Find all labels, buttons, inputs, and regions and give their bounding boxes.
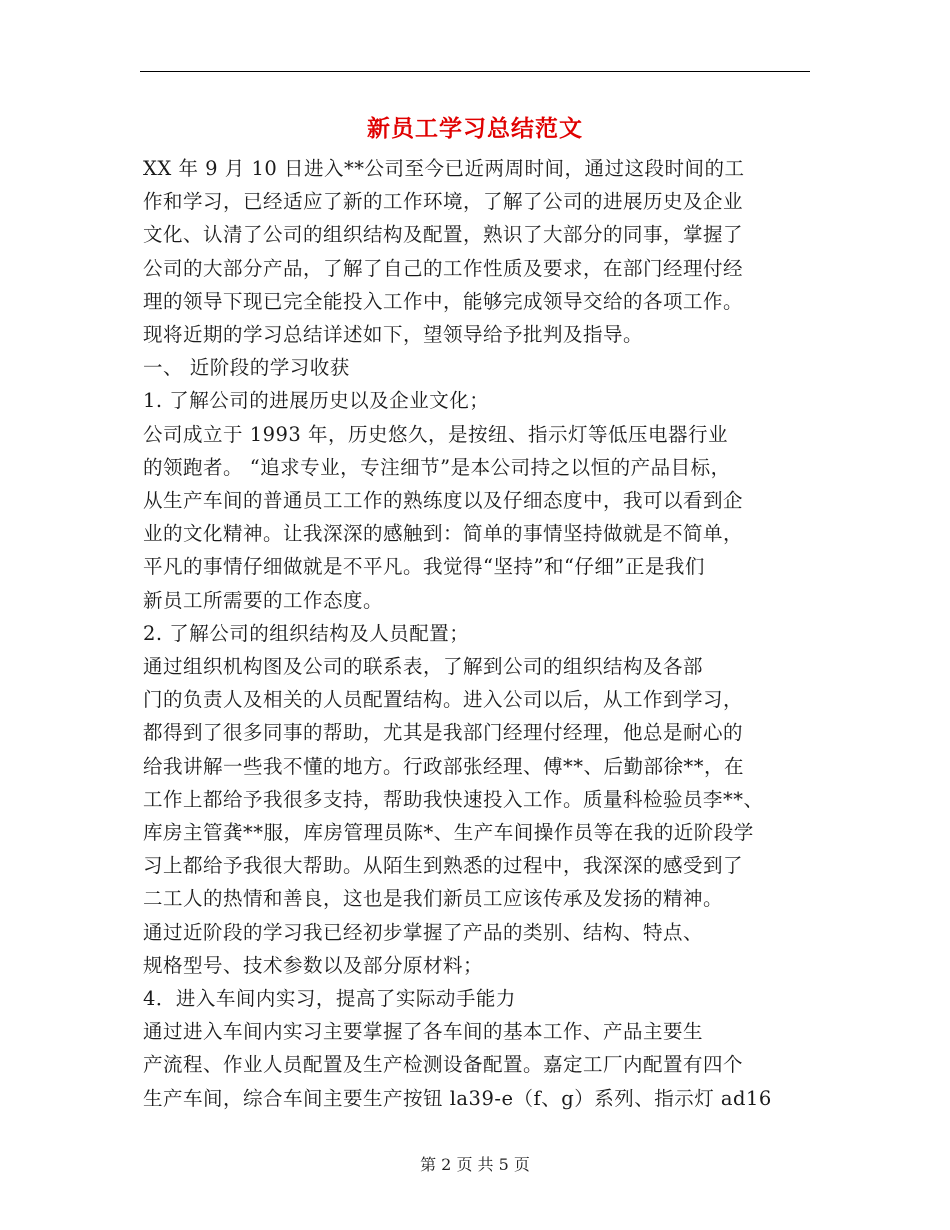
body-line: 习上都给予我很大帮助。从陌生到熟悉的过程中，我深深的感受到了 [143, 854, 744, 878]
body-line: 工作上都给予我很多支持，帮助我快速投入工作。质量科检验员李**、 [143, 787, 764, 811]
header-rule [140, 71, 810, 72]
body-line: 通过进入车间内实习主要掌握了各车间的基本工作、产品主要生 [143, 1020, 704, 1044]
body-line: 公司成立于 1993 年，历史悠久，是按纽、指示灯等低压电器行业 [143, 422, 729, 446]
document-title: 新员工学习总结范文 [367, 115, 583, 142]
page-footer: 第 2 页 共 5 页 [420, 1155, 530, 1174]
body-line: 作和学习，已经适应了新的工作环境，了解了公司的进展历史及企业 [143, 190, 744, 214]
body-line: XX 年 9 月 10 日进入**公司至今已近两周时间，通过这段时间的工 [143, 157, 745, 180]
body-line: 通过近阶段的学习我已经初步掌握了产品的类别、结构、特点、 [143, 920, 704, 944]
body-line: 都得到了很多同事的帮助，尤其是我部门经理付经理，他总是耐心的 [143, 721, 744, 745]
body-line: 文化、认清了公司的组织结构及配置，熟识了大部分的同事，掌握了 [143, 223, 744, 247]
body-line: 通过组织机构图及公司的联系表，了解到公司的组织结构及各部 [143, 655, 704, 678]
body-line: 给我讲解一些我不懂的地方。行政部张经理、傅**、后勤部徐**，在 [143, 754, 745, 778]
body-line: 新员工所需要的工作态度。 [143, 588, 384, 612]
body-line: 1. 了解公司的进展历史以及企业文化； [143, 389, 490, 413]
body-line: 平凡的事情仔细做就是不平凡。我觉得“坚持”和“仔细”正是我们 [143, 555, 705, 579]
body-line: 理的领导下现已完全能投入工作中，能够完成领导交给的各项工作。 [143, 289, 744, 313]
body-line: 规格型号、技术参数以及部分原材料； [143, 953, 484, 977]
body-line: 门的负责人及相关的人员配置结构。进入公司以后，从工作到学习， [143, 688, 744, 712]
body-line: 公司的大部分产品，了解了自己的工作性质及要求，在部门经理付经 [143, 256, 744, 280]
body-line: 2. 了解公司的组织结构及人员配置； [143, 621, 470, 645]
body-line: 生产车间，综合车间主要生产按钮 la39-e（f、g）系列、指示灯 ad16 [143, 1086, 772, 1110]
body-line: 的领跑者。 “追求专业，专注细节”是本公司持之以恒的产品目标， [143, 455, 731, 479]
body-line: 产流程、作业人员配置及生产检测设备配置。嘉定工厂内配置有四个 [143, 1053, 744, 1077]
body-line: 4．进入车间内实习，提高了实际动手能力 [143, 987, 516, 1010]
body-line: 二工人的热情和善良，这也是我们新员工应该传承及发扬的精神。 [143, 887, 724, 911]
body-line: 业的文化精神。让我深深的感触到：简单的事情坚持做就是不简单， [143, 522, 744, 546]
body-line: 一、 近阶段的学习收获 [143, 356, 350, 380]
body-line: 从生产车间的普通员工工作的熟练度以及仔细态度中，我可以看到企 [143, 489, 744, 512]
body-line: 库房主管龚**服，库房管理员陈*、生产车间操作员等在我的近阶段学 [143, 821, 754, 844]
body-line: 现将近期的学习总结详述如下，望领导给予批判及指导。 [143, 323, 644, 346]
